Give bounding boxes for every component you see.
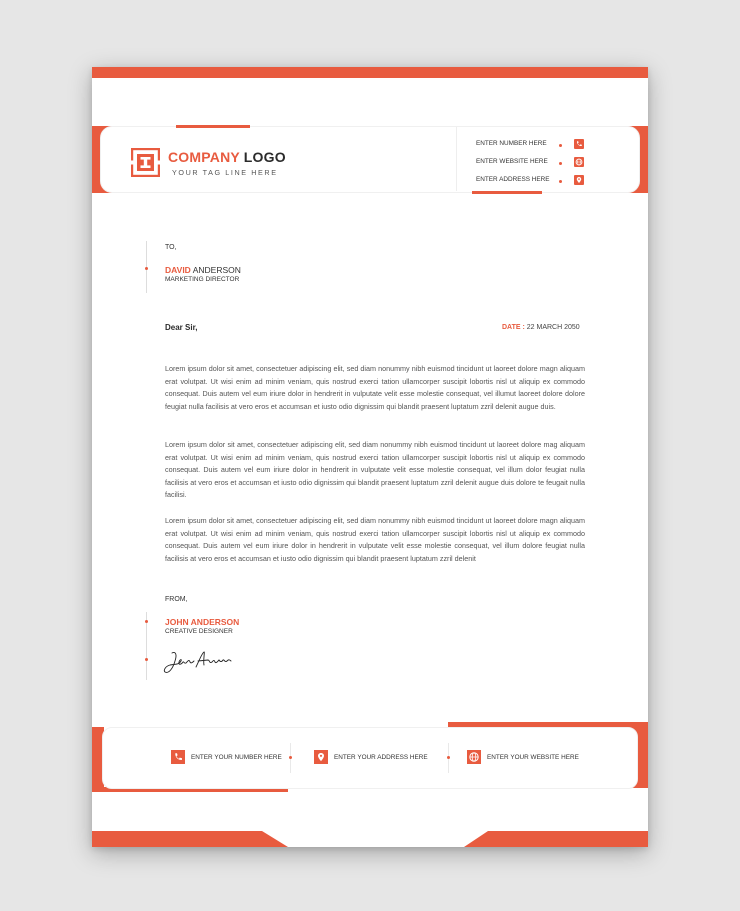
date-label: DATE : xyxy=(502,324,525,331)
from-label: FROM, xyxy=(165,596,188,603)
contact-website-text: ENTER WEBSITE HERE xyxy=(476,158,548,165)
logo-mark-icon xyxy=(131,148,160,177)
phone-icon xyxy=(171,750,185,764)
header-contact-address xyxy=(456,174,632,188)
header-contact-website xyxy=(456,156,632,170)
contact-dot xyxy=(559,180,562,183)
sender-marker-dot xyxy=(145,620,148,623)
footer-dot xyxy=(289,756,292,759)
recipient-marker-dot xyxy=(145,267,148,270)
contact-address-text: ENTER ADDRESS HERE xyxy=(476,176,550,183)
footer-address xyxy=(314,750,432,766)
contact-number-text: ENTER NUMBER HERE xyxy=(476,140,547,147)
globe-icon xyxy=(574,157,584,167)
company-logo-text xyxy=(168,149,286,165)
footer-dot xyxy=(447,756,450,759)
contact-dot xyxy=(559,162,562,165)
letter-date xyxy=(502,324,580,331)
top-accent-bar xyxy=(92,67,648,78)
recipient-name xyxy=(165,265,241,275)
location-pin-icon xyxy=(574,175,584,185)
tagline: YOUR TAG LINE HERE xyxy=(172,168,278,177)
recipient-title: MARKETING DIRECTOR xyxy=(165,276,240,283)
sender-name: JOHN ANDERSON xyxy=(165,617,240,627)
logo-word-logo: LOGO xyxy=(243,149,286,165)
bottom-right-band xyxy=(464,831,648,847)
footer-website xyxy=(467,750,587,766)
header-top-stripe xyxy=(176,125,250,128)
body-paragraph: Lorem ipsum dolor sit amet, consectetuer adipiscing elit, sed diam nonummy nibh euismod tincidunt ut laoreet dolore mag aliquam erat volutpat. Ut wisi enim ad minim veniam, quis nostrud exerci tation ullamcorper suscipit lobortis nisl ut aliquip ex commodo consequat. Duis autem vel eum iriure dolor in hendrerit in vulputate velit esse molestie consequat, vel illum dolor feugiat nulla facilisis at vero eros et accumsan et iusto odio dignissim qui blandit praesent luptatum zzril delenit augue duis dolore te feugait nulla facilisi. xyxy=(165,440,585,500)
contact-dot xyxy=(559,144,562,147)
salutation: Dear Sir, xyxy=(165,323,198,332)
phone-icon xyxy=(574,139,584,149)
date-value: 22 MARCH 2050 xyxy=(526,324,580,331)
to-label: TO, xyxy=(165,244,177,251)
body-paragraph: Lorem ipsum dolor sit amet, consectetuer adipiscing elit, sed diam nonummy nibh euismod tincidunt ut laoreet dolore magn aliquam erat volutpat. Ut wisi enim ad minim veniam, quis nostrud exerci tation ullamcorper suscipit lobortis nisl ut aliquip ex commodo consequat. Duis autem vel eum iriure dolor in hendrerit in vulputate velit esse molestie consequat, vel illum dolore feugiat nulla facilisis at vero eros et accumsan et iusto odio dignissim qui blandit praesent luptatum zzril delenit xyxy=(165,516,585,563)
footer-phone xyxy=(171,750,283,766)
footer-phone-text: ENTER YOUR NUMBER HERE xyxy=(191,754,282,761)
sender-title: CREATIVE DESIGNER xyxy=(165,628,233,635)
header-contact-number xyxy=(456,138,632,152)
letterhead-page xyxy=(92,67,648,847)
header-bottom-stripe xyxy=(472,191,542,194)
footer-website-text: ENTER YOUR WEBSITE HERE xyxy=(487,754,579,761)
signature-marker-dot xyxy=(145,658,148,661)
footer-address-text: ENTER YOUR ADDRESS HERE xyxy=(334,754,428,761)
globe-icon xyxy=(467,750,481,764)
bottom-left-band xyxy=(92,831,288,847)
recipient-first-name: DAVID xyxy=(165,265,191,275)
recipient-last-name: ANDERSON xyxy=(192,265,241,275)
body-paragraph: Lorem ipsum dolor sit amet, consectetuer adipiscing elit, sed diam nonummy nibh euismod tincidunt ut laoreet dolore magn aliquam erat volutpat. Ut wisi enim ad minim veniam, quis nostrud exerci tation ullamcorper suscipit lobortis nisl ut aliquip ex commodo consequat. Duis autem vel eum iriure dolor in hendrerit in vulputate velit esse molestie consequat, vel illumut laoreet dolore dolore feugiat nulla facilisis at vero eros et accumsan et iusto odio dignissim qui blandit praesent luptatum zzril delenit augue duis. xyxy=(165,364,585,411)
logo-word-company: COMPANY xyxy=(168,149,240,165)
handwritten-signature xyxy=(162,647,234,677)
location-pin-icon xyxy=(314,750,328,764)
